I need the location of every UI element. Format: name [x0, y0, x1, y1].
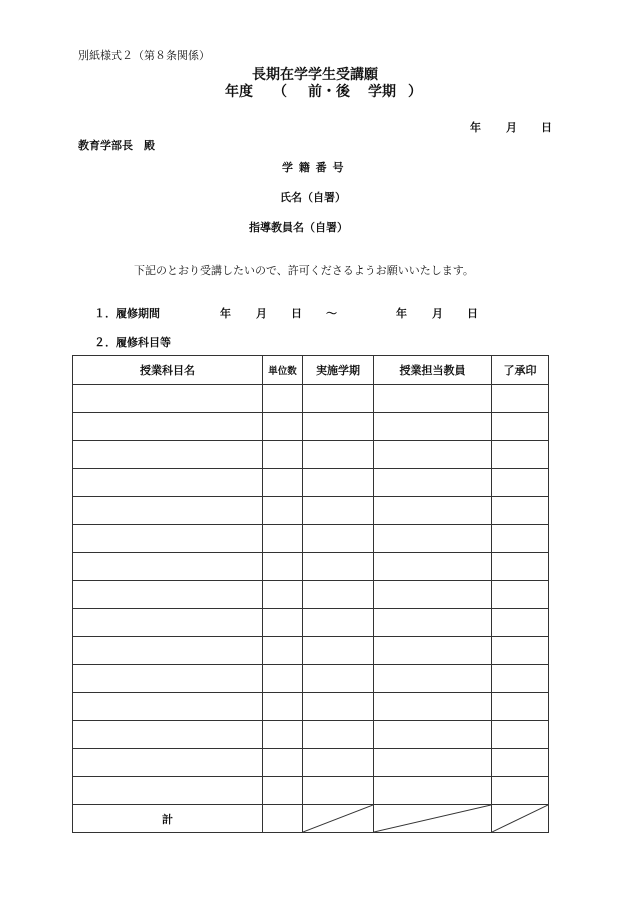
seal-cell[interactable]: [492, 721, 549, 749]
instructor-cell[interactable]: [374, 609, 492, 637]
course-name-cell[interactable]: [73, 749, 263, 777]
instructor-cell[interactable]: [374, 749, 492, 777]
credits-cell[interactable]: [263, 469, 303, 497]
seal-cell[interactable]: [492, 637, 549, 665]
credits-cell[interactable]: [263, 609, 303, 637]
seal-cell[interactable]: [492, 441, 549, 469]
course-name-cell[interactable]: [73, 609, 263, 637]
gakki-label: 学期: [368, 84, 396, 100]
date-day-label: 日: [541, 121, 552, 134]
recipient: 教育学部長 殿: [78, 139, 155, 152]
instructor-cell[interactable]: [374, 581, 492, 609]
term-cell[interactable]: [303, 385, 374, 413]
course-name-cell[interactable]: [73, 693, 263, 721]
instructor-cell[interactable]: [374, 385, 492, 413]
term-cell[interactable]: [303, 525, 374, 553]
term-cell[interactable]: [303, 693, 374, 721]
table-row: [73, 469, 549, 497]
header-course-name: 授業科目名: [73, 356, 263, 385]
instructor-cell[interactable]: [374, 665, 492, 693]
diagonal-cell-seal: [492, 805, 549, 833]
term-cell[interactable]: [303, 749, 374, 777]
course-name-cell[interactable]: [73, 721, 263, 749]
diagonal-cell-term: [303, 805, 374, 833]
table-row: [73, 609, 549, 637]
table-row: [73, 497, 549, 525]
instructor-cell[interactable]: [374, 441, 492, 469]
credits-cell[interactable]: [263, 385, 303, 413]
course-name-cell[interactable]: [73, 413, 263, 441]
form-title: 長期在学学生受講願: [252, 67, 378, 83]
seal-cell[interactable]: [492, 497, 549, 525]
table-row: [73, 525, 549, 553]
seal-cell[interactable]: [492, 581, 549, 609]
header-credits: 単位数: [263, 356, 303, 385]
header-term: 実施学期: [303, 356, 374, 385]
course-name-cell[interactable]: [73, 525, 263, 553]
seal-cell[interactable]: [492, 553, 549, 581]
course-name-cell[interactable]: [73, 385, 263, 413]
diagonal-cell-instructor: [374, 805, 492, 833]
term-cell[interactable]: [303, 553, 374, 581]
date-year-label: 年: [470, 121, 481, 134]
seal-cell[interactable]: [492, 693, 549, 721]
period-to-month: 月: [432, 307, 443, 320]
period-from-month: 月: [256, 307, 267, 320]
course-name-cell[interactable]: [73, 497, 263, 525]
instructor-cell[interactable]: [374, 777, 492, 805]
credits-cell[interactable]: [263, 749, 303, 777]
course-name-cell[interactable]: [73, 637, 263, 665]
section2-label: ２．履修科目等: [94, 336, 171, 349]
credits-cell[interactable]: [263, 777, 303, 805]
table-row: [73, 581, 549, 609]
table-row: [73, 413, 549, 441]
seal-cell[interactable]: [492, 749, 549, 777]
instructor-cell[interactable]: [374, 637, 492, 665]
header-instructor: 授業担当教員: [374, 356, 492, 385]
total-credits-cell[interactable]: [263, 805, 303, 833]
credits-cell[interactable]: [263, 665, 303, 693]
term-cell[interactable]: [303, 469, 374, 497]
term-cell[interactable]: [303, 637, 374, 665]
term-cell[interactable]: [303, 777, 374, 805]
table-row: [73, 721, 549, 749]
total-row: [73, 805, 549, 833]
close-paren: ）: [408, 84, 422, 100]
open-paren: （: [273, 84, 287, 100]
term-cell[interactable]: [303, 609, 374, 637]
seal-cell[interactable]: [492, 665, 549, 693]
table-row: [73, 693, 549, 721]
credits-cell[interactable]: [263, 693, 303, 721]
seal-cell[interactable]: [492, 413, 549, 441]
instructor-cell[interactable]: [374, 413, 492, 441]
table-row: [73, 441, 549, 469]
course-table: [72, 355, 549, 833]
section1-label: １．履修期間: [94, 307, 160, 320]
period-from-day: 日: [291, 307, 302, 320]
student-name-label: 氏名（自署）: [280, 191, 346, 204]
table-row: [73, 777, 549, 805]
table-row: [73, 385, 549, 413]
credits-cell[interactable]: [263, 497, 303, 525]
student-number-label: 学 籍 番 号: [282, 161, 345, 174]
term-cell[interactable]: [303, 581, 374, 609]
course-name-cell[interactable]: [73, 441, 263, 469]
instructor-cell[interactable]: [374, 721, 492, 749]
course-name-cell[interactable]: [73, 553, 263, 581]
term-cell[interactable]: [303, 441, 374, 469]
term-cell[interactable]: [303, 413, 374, 441]
credits-cell[interactable]: [263, 413, 303, 441]
course-name-cell[interactable]: [73, 665, 263, 693]
form-number-label: 別紙様式２（第８条関係）: [78, 49, 210, 62]
instructor-cell[interactable]: [374, 693, 492, 721]
table-row: [73, 665, 549, 693]
period-to-year: 年: [396, 307, 407, 320]
instructor-cell[interactable]: [374, 525, 492, 553]
table-row: [73, 637, 549, 665]
credits-cell[interactable]: [263, 441, 303, 469]
nendo-label: 年度: [225, 84, 253, 100]
instructor-cell[interactable]: [374, 469, 492, 497]
seal-cell[interactable]: [492, 525, 549, 553]
seal-cell[interactable]: [492, 777, 549, 805]
request-statement: 下記のとおり受講したいので、許可くださるようお願いいたします。: [134, 264, 474, 277]
table-header-row: [73, 356, 549, 385]
table-row: [73, 749, 549, 777]
credits-cell[interactable]: [263, 525, 303, 553]
credits-cell[interactable]: [263, 721, 303, 749]
header-approval-seal: 了承印: [492, 356, 549, 385]
instructor-cell[interactable]: [374, 553, 492, 581]
seal-cell[interactable]: [492, 385, 549, 413]
credits-cell[interactable]: [263, 553, 303, 581]
semester-choice: 前・後: [308, 84, 350, 100]
period-from-year: 年: [220, 307, 231, 320]
date-month-label: 月: [506, 121, 517, 134]
period-to-day: 日: [467, 307, 478, 320]
advisor-name-label: 指導教員名（自署）: [249, 221, 348, 234]
seal-cell[interactable]: [492, 609, 549, 637]
course-name-cell[interactable]: [73, 777, 263, 805]
table-row: [73, 553, 549, 581]
credits-cell[interactable]: [263, 581, 303, 609]
term-cell[interactable]: [303, 721, 374, 749]
term-cell[interactable]: [303, 497, 374, 525]
total-label: 計: [73, 805, 263, 833]
instructor-cell[interactable]: [374, 497, 492, 525]
period-tilde: ～: [326, 307, 337, 320]
seal-cell[interactable]: [492, 469, 549, 497]
term-cell[interactable]: [303, 665, 374, 693]
course-name-cell[interactable]: [73, 469, 263, 497]
credits-cell[interactable]: [263, 637, 303, 665]
course-name-cell[interactable]: [73, 581, 263, 609]
